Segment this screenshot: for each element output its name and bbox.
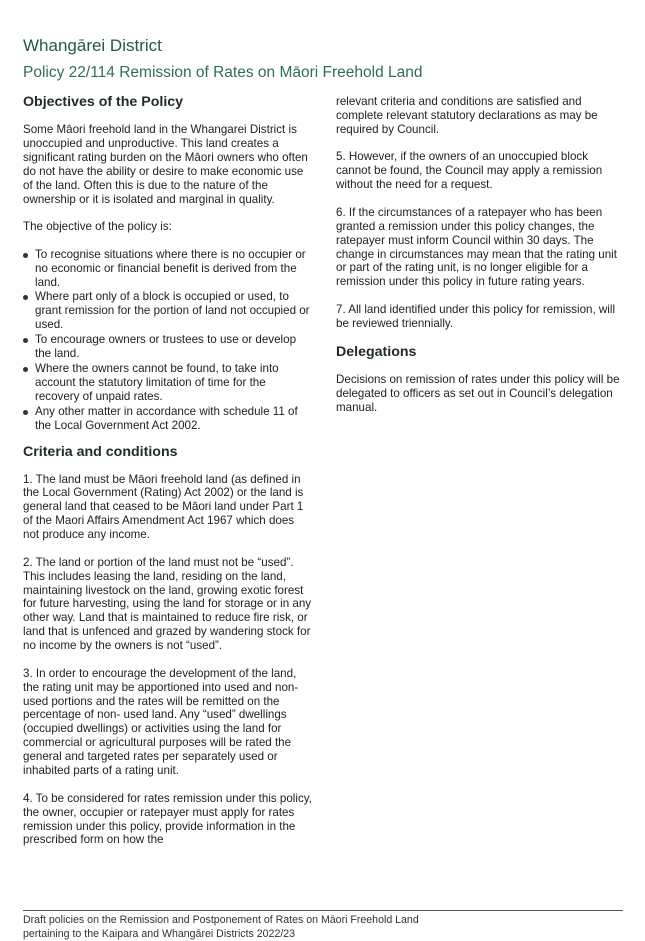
left-column xyxy=(23,94,313,861)
page-footer: Draft policies on the Remission and Postponement of Rates on Māori Freehold Land pertaining to the Kaipara and Whangārei Districts 2022/23 xyxy=(23,914,419,940)
list-item-text: Where part only of a block is occupied or used, to grant remission for the portion of land not occupied or used. xyxy=(35,290,310,332)
right-column xyxy=(336,95,626,429)
criteria-item-3: 3. In order to encourage the development of the land, the rating unit may be apportioned into used and non-used portions and the rates will be remitted on the percentage of non- used land. Any “used” dwellings (occupied dwellings) or activities using the land for commercial or agricultural purposes will be rated the general and targeted rates per separately used or inhabited parts of a rating unit. xyxy=(23,666,299,778)
policy-title: Policy 22/114 Remission of Rates on Māori Freehold Land xyxy=(23,64,423,81)
objectives-heading: Objectives of the Policy xyxy=(23,94,184,110)
criteria-item-4: 4. To be considered for rates remission under this policy, the owner, occupier or ratepayer must apply for rates remission under this policy, provide information in the prescribed form on how the xyxy=(23,791,312,847)
delegations-text: Decisions on remission of rates under this policy will be delegated to officers as set out in Council’s delegation manual. xyxy=(336,373,620,415)
footer-divider xyxy=(23,910,623,911)
bullet-icon xyxy=(23,295,28,300)
bullet-icon xyxy=(23,253,28,258)
criteria-heading: Criteria and conditions xyxy=(23,443,178,460)
delegations-heading: Delegations xyxy=(336,344,417,361)
criteria-item-5: 5. However, if the owners of an unoccupied block cannot be found, the Council may apply a remission without the need for a request. xyxy=(336,150,603,192)
criteria-item-2: 2. The land or portion of the land must not be “used”. This includes leasing the land, residing on the land, maintaining livestock on the land, growing exotic forest for future harvesting, using the land for storage or in any other way. Land that is maintained to reduce fire risk, or land that is unfenced and grazed by wandering stock for no income by the owners is not “used”. xyxy=(23,555,312,653)
objectives-lead: The objective of the policy is: xyxy=(23,220,172,234)
list-item xyxy=(23,362,313,404)
list-item-text: Where the owners cannot be found, to take into account the statutory limitation of time for the recovery of unpaid rates. xyxy=(35,361,279,403)
criteria-item-6: 6. If the circumstances of a ratepayer who has been granted a remission under this policy changes, the ratepayer must inform Council within 30 days. The change in circumstances may mean that the rating unit or part of the rating unit, is no longer eligible for a remission under this policy in future rating years. xyxy=(336,205,617,289)
objectives-list xyxy=(23,248,313,433)
objectives-intro: Some Māori freehold land in the Whangarei District is unoccupied and unproductive. This land creates a significant rating burden on the Māori owners who often do not have the ability or desire to make economic use of the land. Often this is due to the nature of the ownership or it is isolated and marginal in quality. xyxy=(23,123,308,206)
list-item xyxy=(23,333,313,361)
list-item xyxy=(23,405,313,433)
list-item xyxy=(23,290,313,332)
bullet-icon xyxy=(23,367,28,372)
list-item-text: Any other matter in accordance with schedule 11 of the Local Government Act 2002. xyxy=(35,404,298,432)
bullet-icon xyxy=(23,338,28,343)
district-title: Whangārei District xyxy=(23,36,162,55)
list-item-text: To encourage owners or trustees to use or develop the land. xyxy=(35,333,297,361)
list-item-text: To recognise situations where there is no occupier or no economic or financial benefit is derived from the land. xyxy=(35,247,306,289)
list-item xyxy=(23,248,313,290)
criteria-item-4-continued: relevant criteria and conditions are satisfied and complete relevant statutory declarations as may be required by Council. xyxy=(336,95,598,136)
criteria-item-1: 1. The land must be Māori freehold land (as defined in the Local Government (Rating) Act 2002) or the land is general land that ceased to be Māori land under Part 1 of the Maori Affairs Amendment Act 1967 which does not produce any income. xyxy=(23,472,304,542)
bullet-icon xyxy=(23,410,28,415)
criteria-item-7: 7. All land identified under this policy for remission, will be reviewed triennially. xyxy=(336,302,616,330)
